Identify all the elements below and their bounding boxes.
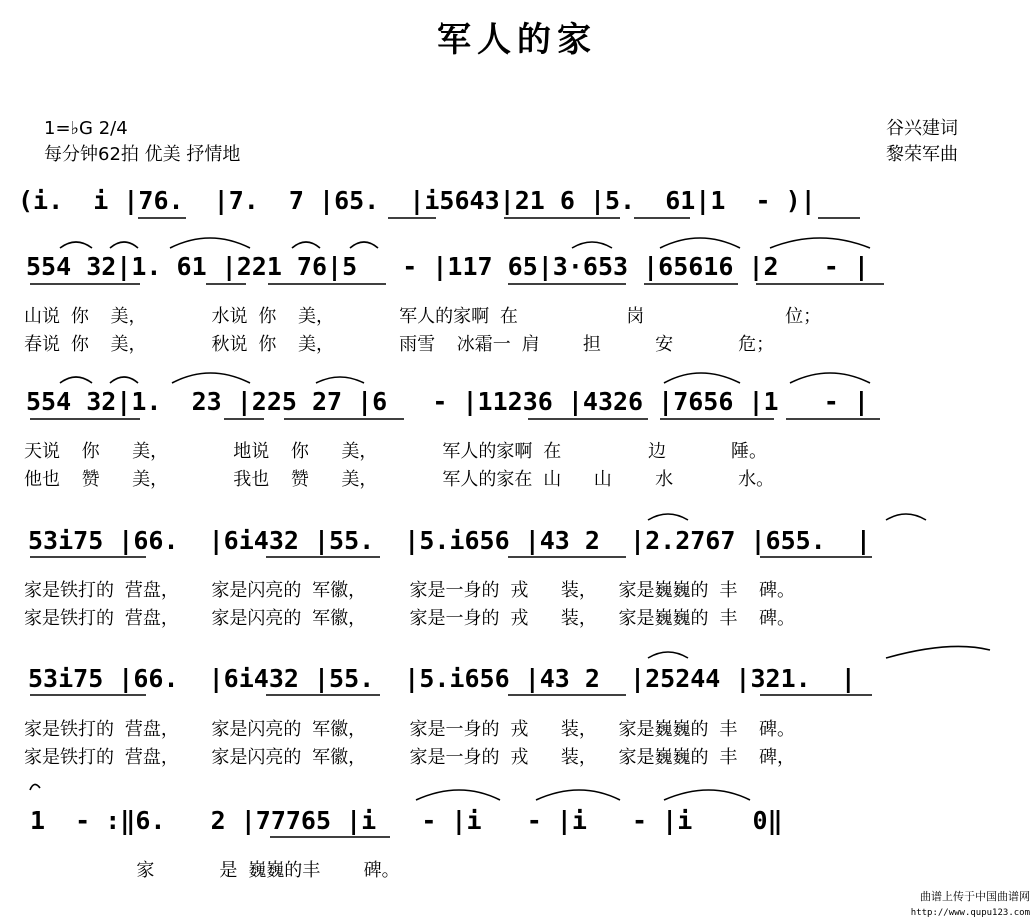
- lyric-line-2a: 山说 你 美， 水说 你 美， 军人的家啊 在 岗 位；: [24, 306, 822, 327]
- key-time-signature: 1=♭G 2/4: [44, 118, 128, 139]
- song-info-left: [44, 116, 240, 168]
- slur-mark: [110, 377, 138, 383]
- notation-line-4: 53i75 |66. |6i432 |55. |5.i656 |43 2 |2.2767 |655. |: [28, 526, 871, 555]
- footer-source: 曲谱上传于中国曲谱网: [920, 890, 1030, 903]
- slur-mark: [170, 238, 250, 248]
- notation-line-2: 554 32|1. 61 |221 76|5 - |117 65|3·653 |65616 |2 - |: [26, 252, 869, 281]
- lyric-line-2b: 春说 你 美， 秋说 你 美， 雨雪 冰霜一 肩 担 安 危；: [24, 334, 775, 355]
- slur-mark: [664, 373, 740, 383]
- footer-url: http://www.qupu123.com: [910, 908, 1030, 918]
- slur-mark: [886, 646, 990, 658]
- slur-mark: [350, 242, 378, 248]
- tie-mark: [30, 784, 40, 790]
- lyricist-credit: 谷兴建词: [886, 118, 958, 139]
- slur-mark: [770, 238, 870, 248]
- tie-mark: [664, 790, 750, 800]
- lyric-line-3a: 天说 你 美， 地说 你 美， 军人的家啊 在 边 陲。: [24, 441, 767, 462]
- tie-mark: [536, 790, 620, 800]
- lyric-line-4a: 家是铁打的 营盘， 家是闪亮的 军徽， 家是一身的 戎 装， 家是巍巍的 丰 碑。: [24, 580, 796, 601]
- notation-line-6: 1 - :‖6. 2 |77765 |i - |i - |i - |i 0‖: [30, 806, 783, 835]
- slur-mark: [648, 652, 688, 658]
- slur-mark: [172, 373, 250, 383]
- song-title: 军人的家: [437, 20, 597, 60]
- notation-line-5: 53i75 |66. |6i432 |55. |5.i656 |43 2 |25244 |321. |: [28, 664, 856, 693]
- lyric-line-6: 家 是 巍巍的丰 碑。: [28, 860, 400, 881]
- notation-line-1: (i. i |76. |7. 7 |65. |i5643|21 6 |5. 61|1 - )|: [18, 186, 816, 215]
- slur-mark: [886, 514, 926, 520]
- lyric-line-5b: 家是铁打的 营盘， 家是闪亮的 军徽， 家是一身的 戎 装， 家是巍巍的 丰 碑，: [24, 747, 796, 768]
- lyric-line-4b: 家是铁打的 营盘， 家是闪亮的 军徽， 家是一身的 戎 装， 家是巍巍的 丰 碑。: [24, 608, 796, 629]
- slur-mark: [316, 377, 364, 383]
- slur-mark: [648, 514, 688, 520]
- composer-credit: 黎荣军曲: [886, 144, 958, 165]
- notation-line-3: 554 32|1. 23 |225 27 |6 - |11236 |4326 |7656 |1 - |: [26, 387, 869, 416]
- slur-mark: [110, 242, 138, 248]
- slur-mark: [790, 373, 870, 383]
- lyric-line-3b: 他也 赞 美， 我也 赞 美， 军人的家在 山 山 水 水。: [24, 469, 775, 490]
- slur-mark: [60, 377, 92, 383]
- slur-mark: [572, 242, 612, 248]
- tempo-marking: 每分钟62拍 优美 抒情地: [44, 144, 241, 165]
- tie-mark: [416, 790, 500, 800]
- slur-mark: [60, 242, 92, 248]
- credits: [886, 116, 958, 168]
- lyric-line-5a: 家是铁打的 营盘， 家是闪亮的 军徽， 家是一身的 戎 装， 家是巍巍的 丰 碑。: [24, 719, 796, 740]
- slur-mark: [660, 238, 740, 248]
- slur-mark: [292, 242, 320, 248]
